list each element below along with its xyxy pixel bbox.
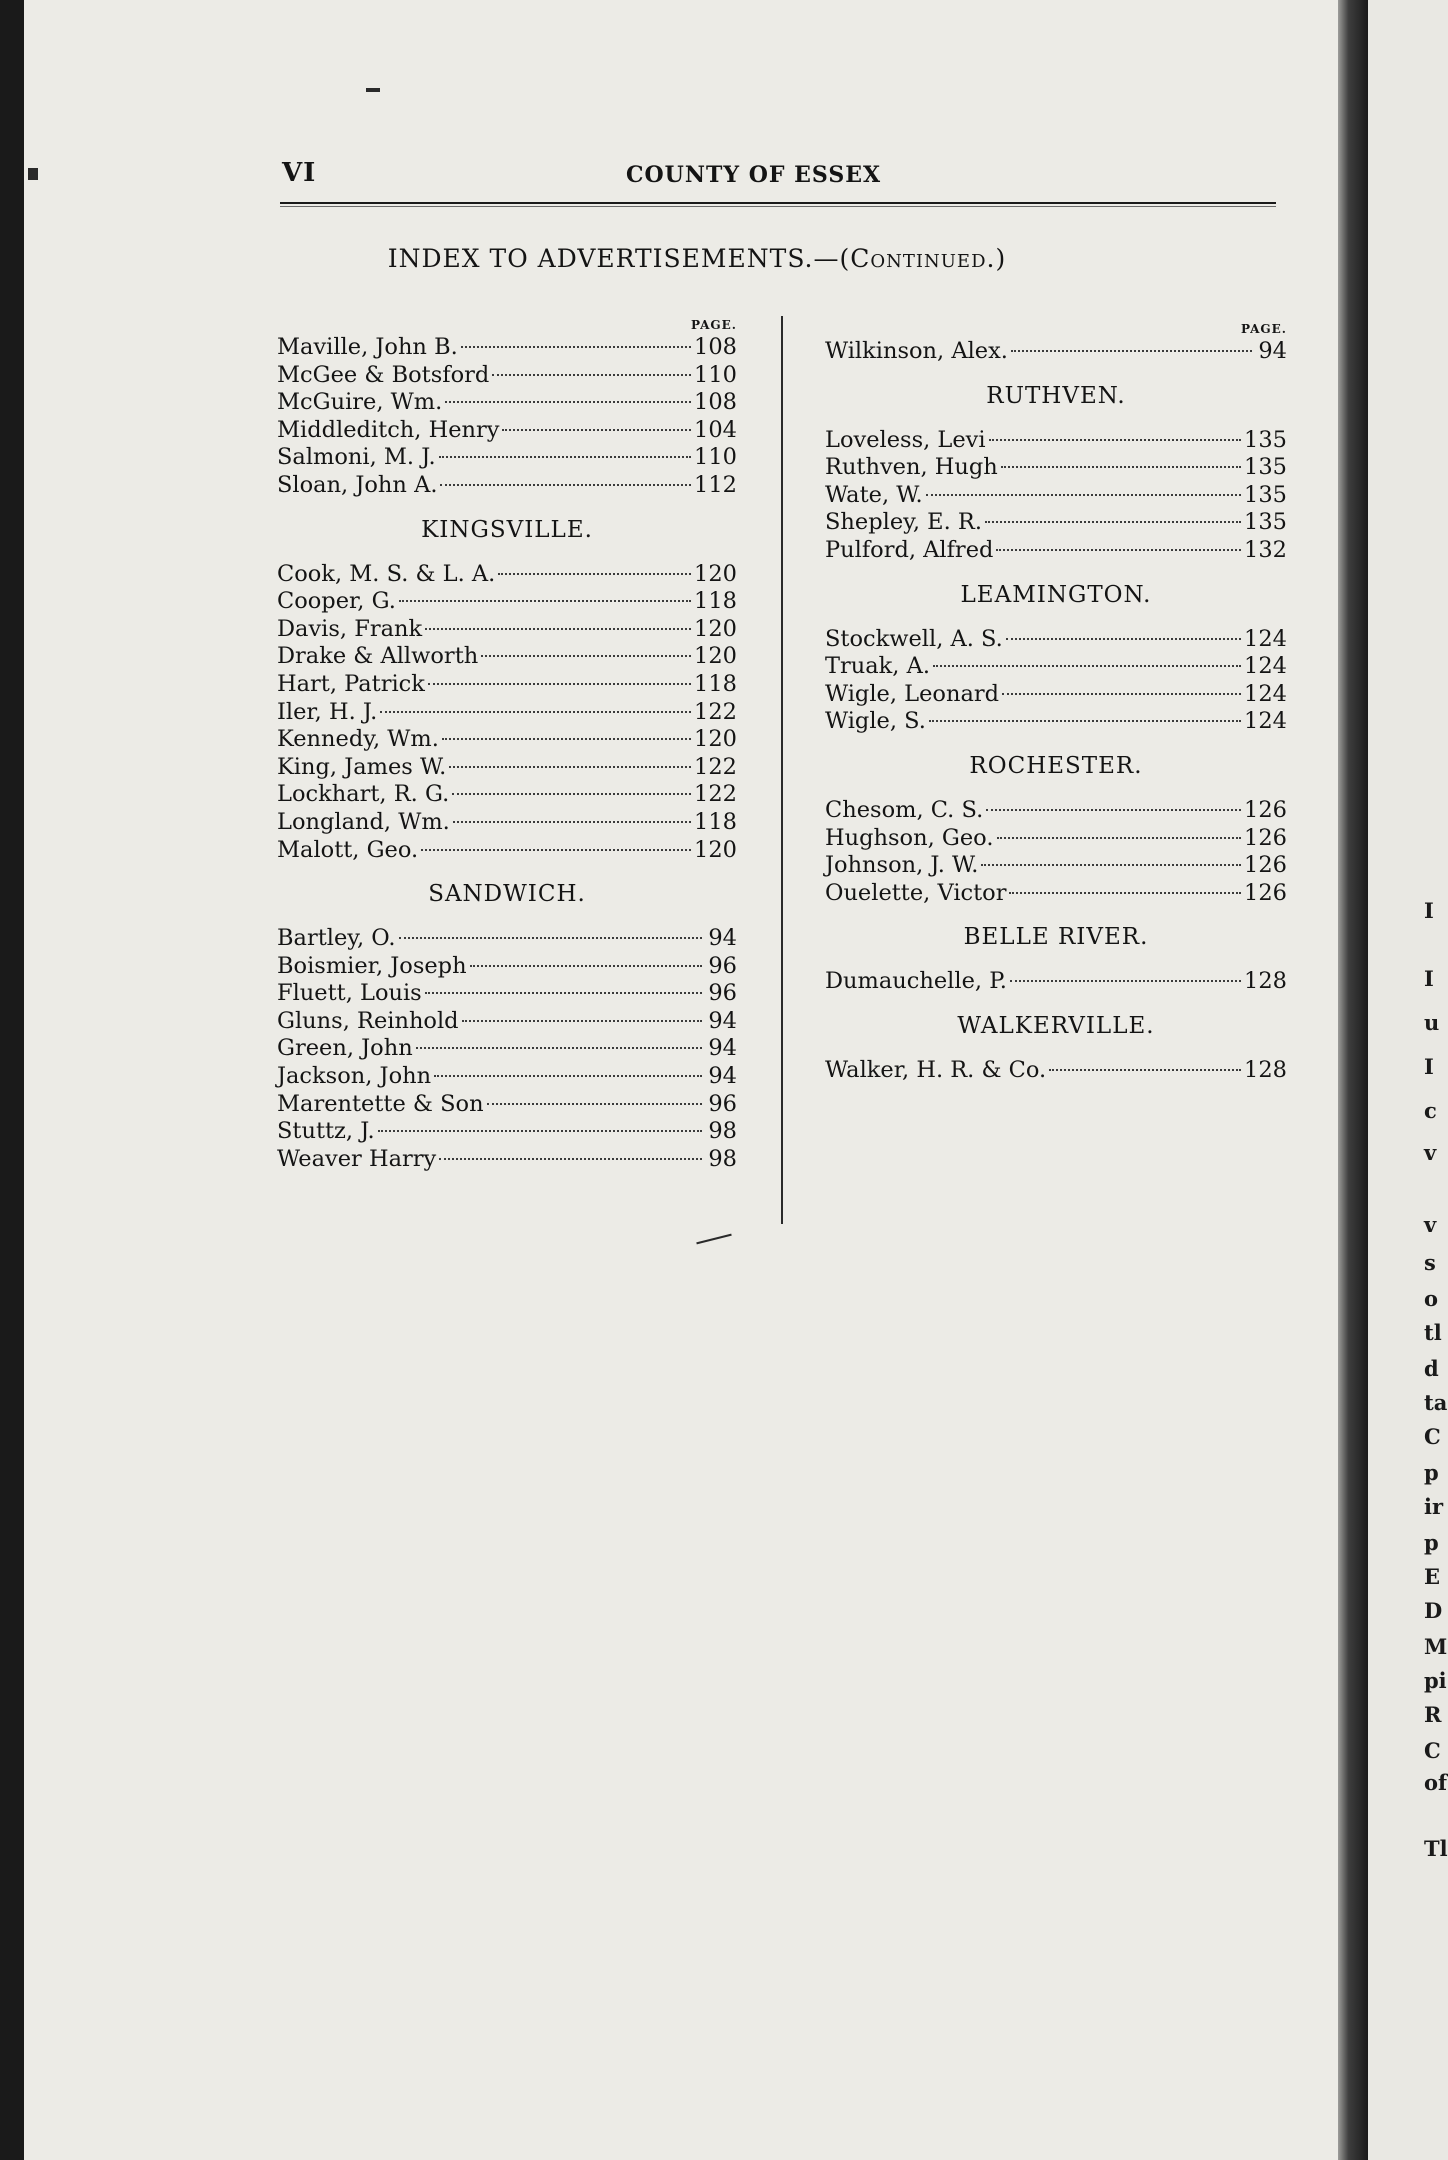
dot-leader bbox=[997, 837, 1242, 839]
entry-page: 94 bbox=[708, 1035, 737, 1062]
entry-name: Wilkinson, Alex. bbox=[825, 338, 1008, 364]
entry-page: 135 bbox=[1244, 509, 1287, 536]
adjacent-page-fragment: I bbox=[1424, 966, 1434, 991]
index-entry bbox=[277, 671, 737, 699]
adjacent-page-fragment: I bbox=[1424, 1054, 1434, 1079]
section-heading: BELLE RIVER. bbox=[963, 924, 1149, 951]
dot-leader bbox=[434, 1075, 702, 1077]
entry-page: 135 bbox=[1244, 426, 1287, 453]
entry-page: 124 bbox=[1244, 625, 1287, 652]
index-entry bbox=[277, 643, 737, 671]
index-entry bbox=[825, 1057, 1287, 1085]
adjacent-page-fragment: ir bbox=[1424, 1494, 1444, 1519]
index-entry bbox=[825, 454, 1287, 482]
adjacent-page-fragment: pi bbox=[1424, 1668, 1447, 1693]
entry-name: Wate, W. bbox=[825, 481, 923, 508]
entry-name: Weaver Harry bbox=[277, 1145, 437, 1172]
adjacent-page-fragment: R bbox=[1424, 1702, 1442, 1727]
index-entry bbox=[277, 472, 737, 500]
entry-name: Cook, M. S. & L. A. bbox=[277, 560, 496, 587]
index-entry bbox=[825, 797, 1287, 825]
entry-page: 120 bbox=[694, 643, 737, 670]
adjacent-page-fragment: u bbox=[1424, 1010, 1440, 1035]
dot-leader bbox=[1011, 350, 1252, 352]
index-entry bbox=[277, 754, 737, 782]
entry-name: McGee & Botsford bbox=[277, 361, 490, 388]
index-entry bbox=[277, 616, 737, 644]
section-heading: LEAMINGTON. bbox=[960, 581, 1152, 608]
entry-name: Pulford, Alfred bbox=[825, 536, 994, 563]
book-gutter bbox=[1338, 0, 1368, 2160]
index-entry bbox=[277, 1008, 737, 1036]
entry-name: Johnson, J. W. bbox=[825, 852, 979, 879]
entry-page: 120 bbox=[694, 560, 737, 587]
entry-name: Truak, A. bbox=[825, 653, 931, 680]
entry-page: 118 bbox=[694, 588, 737, 615]
entry-name: Cooper, G. bbox=[277, 588, 396, 615]
index-entry bbox=[825, 852, 1287, 880]
dot-leader bbox=[481, 655, 691, 657]
index-entry bbox=[825, 482, 1287, 510]
entry-name: Ruthven, Hugh bbox=[825, 454, 998, 481]
entry-page: 126 bbox=[1244, 852, 1287, 879]
adjacent-page-fragment: tl bbox=[1424, 1320, 1442, 1345]
section-heading: WALKERVILLE. bbox=[957, 1012, 1155, 1039]
index-entry bbox=[277, 389, 737, 417]
entry-name: Boismier, Joseph bbox=[277, 952, 467, 979]
adjacent-page-fragment: C bbox=[1424, 1738, 1441, 1763]
dot-leader bbox=[439, 456, 691, 458]
adjacent-page-fragment: p bbox=[1424, 1530, 1439, 1555]
entry-page: 122 bbox=[694, 698, 737, 725]
entry-name: Wigle, Leonard bbox=[825, 680, 1000, 707]
entry-name: Hughson, Geo. bbox=[825, 824, 994, 851]
entry-page: 126 bbox=[1244, 796, 1287, 823]
dot-leader bbox=[470, 965, 702, 967]
dot-leader bbox=[981, 864, 1241, 866]
index-entry bbox=[825, 708, 1287, 736]
index-entry bbox=[825, 825, 1287, 853]
entry-name: Green, John bbox=[277, 1035, 413, 1062]
adjacent-page-fragment: I bbox=[1424, 898, 1434, 923]
entry-page: 126 bbox=[1244, 879, 1287, 906]
entry-page: 124 bbox=[1244, 708, 1287, 735]
dot-leader bbox=[933, 665, 1241, 667]
entry-page: 104 bbox=[694, 416, 737, 443]
adjacent-page-fragment: E bbox=[1424, 1564, 1441, 1589]
entry-page: 128 bbox=[1244, 1056, 1287, 1083]
index-entry bbox=[277, 726, 737, 754]
entry-name: Bartley, O. bbox=[277, 925, 396, 952]
dot-leader bbox=[462, 1020, 702, 1022]
adjacent-page-fragment: v bbox=[1424, 1140, 1437, 1165]
dot-leader bbox=[1002, 693, 1241, 695]
index-entry bbox=[277, 1035, 737, 1063]
adjacent-page-fragment: Tl bbox=[1424, 1836, 1448, 1861]
adjacent-page-fragment: p bbox=[1424, 1460, 1439, 1485]
dot-leader bbox=[416, 1047, 702, 1049]
index-entry bbox=[277, 588, 737, 616]
scan-left-edge bbox=[0, 0, 24, 2160]
adjacent-page-fragment: c bbox=[1424, 1098, 1437, 1123]
index-entry bbox=[825, 626, 1287, 654]
pencil-mark bbox=[696, 1234, 731, 1245]
index-title-close: ) bbox=[995, 244, 1007, 273]
entry-name: Hart, Patrick bbox=[277, 670, 425, 697]
index-title bbox=[33, 244, 1361, 273]
dot-leader bbox=[926, 494, 1241, 496]
index-entry bbox=[277, 837, 737, 865]
dot-leader bbox=[986, 809, 1241, 811]
running-title: COUNTY OF ESSEX bbox=[626, 162, 882, 188]
dot-leader bbox=[445, 401, 691, 403]
dot-leader bbox=[378, 1130, 702, 1132]
entry-name: Salmoni, M. J. bbox=[277, 444, 436, 471]
dot-leader bbox=[399, 937, 702, 939]
adjacent-page-fragment: o bbox=[1424, 1286, 1439, 1311]
dot-leader bbox=[449, 766, 691, 768]
entry-name: Ouelette, Victor bbox=[825, 879, 1007, 906]
entry-page: 94 bbox=[1258, 338, 1287, 364]
entry-name: Dumauchelle, P. bbox=[825, 968, 1007, 995]
entry-name: Loveless, Levi bbox=[825, 426, 986, 453]
dot-leader bbox=[487, 1103, 702, 1105]
index-entry bbox=[277, 444, 737, 472]
index-title-main: INDEX TO ADVERTISEMENTS.—( bbox=[387, 244, 851, 273]
index-entry bbox=[277, 809, 737, 837]
entry-page: 120 bbox=[694, 615, 737, 642]
entry-page: 120 bbox=[694, 726, 737, 753]
entry-name: Malott, Geo. bbox=[277, 836, 419, 863]
index-entry bbox=[277, 925, 737, 953]
entry-name: Kennedy, Wm. bbox=[277, 726, 439, 753]
entry-page: 135 bbox=[1244, 481, 1287, 508]
dot-leader bbox=[498, 573, 691, 575]
adjacent-page-fragment: C bbox=[1424, 1424, 1441, 1449]
entry-name: Middleditch, Henry bbox=[277, 416, 500, 443]
right-column bbox=[825, 320, 1287, 1085]
index-entry bbox=[825, 681, 1287, 709]
entry-page: 118 bbox=[694, 670, 737, 697]
entry-page: 108 bbox=[694, 389, 737, 416]
entry-page: 135 bbox=[1244, 454, 1287, 481]
entry-name: King, James W. bbox=[277, 753, 447, 780]
index-entry bbox=[277, 1091, 737, 1119]
section-heading: SANDWICH. bbox=[428, 881, 586, 908]
entry-name: Iler, H. J. bbox=[277, 698, 378, 725]
dot-leader bbox=[1006, 638, 1241, 640]
entry-page: 94 bbox=[708, 1007, 737, 1034]
entry-page: 112 bbox=[694, 471, 737, 498]
entry-page: 94 bbox=[708, 925, 737, 952]
dot-leader bbox=[440, 484, 691, 486]
dot-leader bbox=[425, 628, 691, 630]
entry-name: Davis, Frank bbox=[277, 615, 423, 642]
index-entry bbox=[825, 509, 1287, 537]
entry-page: 122 bbox=[694, 781, 737, 808]
dot-leader bbox=[421, 849, 691, 851]
entry-name: Gluns, Reinhold bbox=[277, 1007, 459, 1034]
entry-name: Chesom, C. S. bbox=[825, 796, 984, 823]
entry-page: 120 bbox=[694, 836, 737, 863]
dot-leader bbox=[399, 600, 691, 602]
section-heading: RUTHVEN. bbox=[986, 382, 1126, 409]
header-rule bbox=[280, 202, 1276, 207]
dot-leader bbox=[996, 549, 1241, 551]
dot-leader bbox=[502, 429, 691, 431]
index-entry bbox=[277, 362, 737, 390]
entry-page: 98 bbox=[708, 1145, 737, 1172]
index-entry bbox=[825, 537, 1287, 565]
entry-page: 98 bbox=[708, 1118, 737, 1145]
entry-page: 108 bbox=[694, 334, 737, 360]
entry-page: 128 bbox=[1244, 968, 1287, 995]
entry-page: 96 bbox=[708, 980, 737, 1007]
section-heading: ROCHESTER. bbox=[969, 752, 1143, 779]
dot-leader bbox=[428, 683, 691, 685]
entry-name: Stuttz, J. bbox=[277, 1118, 375, 1145]
entry-name: Wigle, S. bbox=[825, 708, 926, 735]
index-entry bbox=[277, 561, 737, 589]
entry-page: 96 bbox=[708, 1090, 737, 1117]
adjacent-page-fragment: v bbox=[1424, 1212, 1437, 1237]
dot-leader bbox=[1001, 466, 1241, 468]
dot-leader bbox=[380, 711, 691, 713]
section-heading: KINGSVILLE. bbox=[421, 516, 593, 543]
dot-leader bbox=[989, 439, 1241, 441]
adjacent-page-fragment: ta bbox=[1424, 1390, 1448, 1415]
page-column-label: PAGE. bbox=[1240, 322, 1287, 336]
entry-page: 126 bbox=[1244, 824, 1287, 851]
entry-name: Walker, H. R. & Co. bbox=[825, 1056, 1047, 1083]
adjacent-page-fragment: D bbox=[1424, 1598, 1443, 1623]
adjacent-page bbox=[1368, 0, 1448, 2160]
index-entry bbox=[277, 980, 737, 1008]
entry-name: Stockwell, A. S. bbox=[825, 625, 1003, 652]
index-entry bbox=[277, 417, 737, 445]
page-folio: VI bbox=[282, 158, 317, 188]
entry-page: 132 bbox=[1244, 536, 1287, 563]
entry-page: 110 bbox=[694, 444, 737, 471]
left-column bbox=[277, 316, 737, 1173]
dot-leader bbox=[1049, 1069, 1241, 1071]
entry-page: 96 bbox=[708, 952, 737, 979]
entry-name: Lockhart, R. G. bbox=[277, 781, 450, 808]
entry-page: 124 bbox=[1244, 680, 1287, 707]
index-entry bbox=[277, 1063, 737, 1091]
index-entry bbox=[277, 953, 737, 981]
entry-name: Maville, John B. bbox=[277, 334, 458, 360]
entry-name: Jackson, John bbox=[277, 1063, 432, 1090]
entry-name: Longland, Wm. bbox=[277, 808, 450, 835]
page-column-label: PAGE. bbox=[690, 318, 737, 332]
entry-page: 124 bbox=[1244, 653, 1287, 680]
entry-page: 122 bbox=[694, 753, 737, 780]
dot-leader bbox=[1009, 892, 1241, 894]
dot-leader bbox=[1010, 980, 1241, 982]
entry-name: Drake & Allworth bbox=[277, 643, 479, 670]
ink-speck bbox=[28, 168, 38, 180]
dot-leader bbox=[439, 1158, 702, 1160]
entry-name: Sloan, John A. bbox=[277, 471, 438, 498]
entry-name: McGuire, Wm. bbox=[277, 389, 443, 416]
running-head bbox=[276, 156, 1276, 196]
dot-leader bbox=[461, 346, 691, 348]
index-entry bbox=[825, 427, 1287, 455]
entry-name: Fluett, Louis bbox=[277, 980, 422, 1007]
dot-leader bbox=[425, 992, 702, 994]
entry-page: 110 bbox=[694, 361, 737, 388]
entry-name: Shepley, E. R. bbox=[825, 509, 982, 536]
index-entry bbox=[825, 338, 1287, 366]
index-entry bbox=[277, 1146, 737, 1174]
index-entry bbox=[825, 968, 1287, 996]
ink-speck bbox=[366, 88, 380, 92]
entry-page: 118 bbox=[694, 808, 737, 835]
index-title-continued: Continued. bbox=[850, 244, 996, 273]
index-entry bbox=[277, 334, 737, 362]
adjacent-page-fragment: d bbox=[1424, 1356, 1439, 1381]
dot-leader bbox=[452, 793, 691, 795]
dot-leader bbox=[985, 521, 1241, 523]
entry-name: Marentette & Son bbox=[277, 1090, 484, 1117]
dot-leader bbox=[929, 720, 1241, 722]
index-entry bbox=[277, 781, 737, 809]
dot-leader bbox=[453, 821, 691, 823]
adjacent-page-fragment: s bbox=[1424, 1250, 1436, 1275]
index-entry bbox=[825, 653, 1287, 681]
index-entry bbox=[825, 880, 1287, 908]
index-entry bbox=[277, 1118, 737, 1146]
dot-leader bbox=[442, 738, 691, 740]
entry-page: 94 bbox=[708, 1063, 737, 1090]
index-entry bbox=[277, 699, 737, 727]
column-rule bbox=[781, 316, 783, 1224]
adjacent-page-fragment: M bbox=[1424, 1634, 1448, 1659]
dot-leader bbox=[492, 374, 691, 376]
adjacent-page-fragment: of bbox=[1424, 1770, 1448, 1795]
